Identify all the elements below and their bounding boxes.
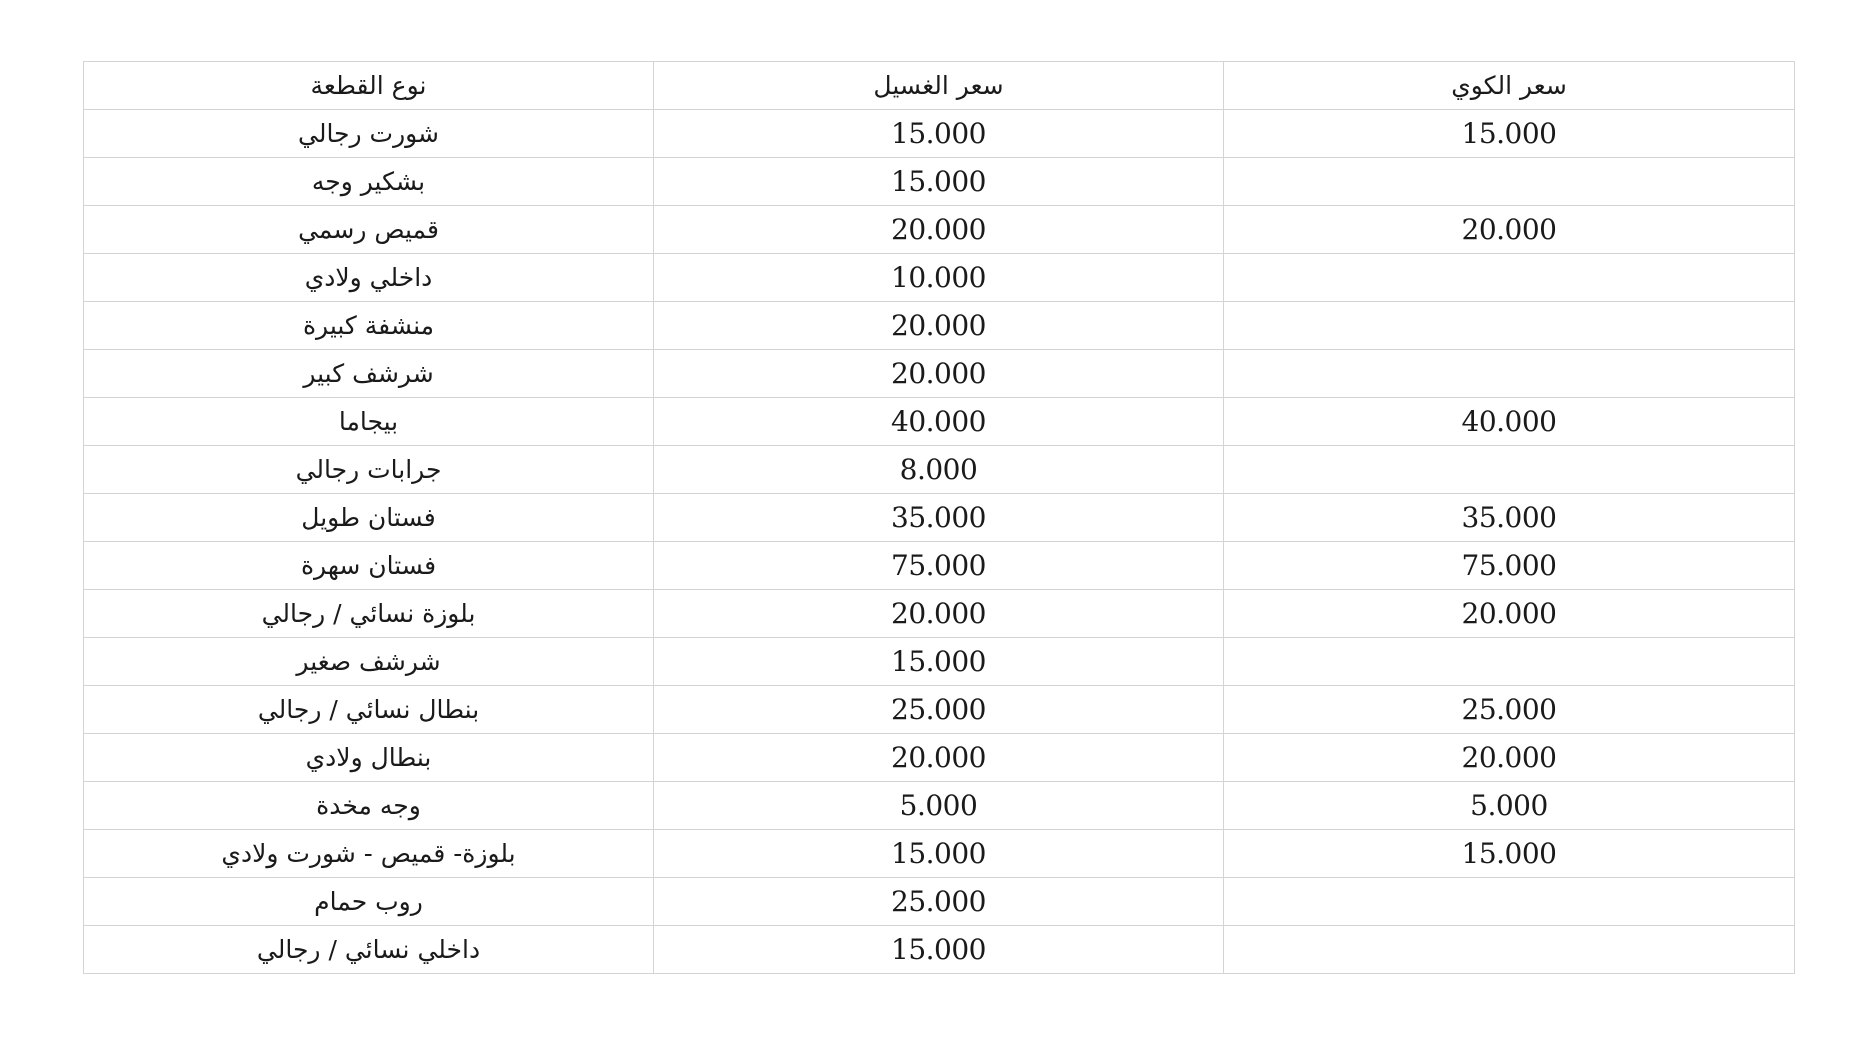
cell-wash-price: 35.000 [654,494,1224,542]
table-row [84,830,1795,878]
cell-iron-price: 20.000 [1224,590,1795,638]
header-item-type: نوع القطعة [84,62,654,110]
cell-iron-price: 15.000 [1224,830,1795,878]
table-row [84,542,1795,590]
cell-iron-price [1224,878,1795,926]
cell-iron-price: 35.000 [1224,494,1795,542]
cell-item-type: بنطال نسائي / رجالي [84,686,654,734]
cell-iron-price: 20.000 [1224,734,1795,782]
cell-wash-price: 20.000 [654,590,1224,638]
cell-item-type: شرشف كبير [84,350,654,398]
cell-iron-price: 40.000 [1224,398,1795,446]
cell-item-type: بلوزة- قميص - شورت ولادي [84,830,654,878]
table-row [84,782,1795,830]
table-row [84,926,1795,974]
table-row [84,446,1795,494]
cell-wash-price: 40.000 [654,398,1224,446]
cell-wash-price: 20.000 [654,206,1224,254]
cell-iron-price: 25.000 [1224,686,1795,734]
cell-wash-price: 20.000 [654,302,1224,350]
cell-iron-price [1224,158,1795,206]
cell-item-type: بيجاما [84,398,654,446]
table-row [84,350,1795,398]
table-row [84,878,1795,926]
table-row [84,590,1795,638]
cell-wash-price: 10.000 [654,254,1224,302]
cell-iron-price: 75.000 [1224,542,1795,590]
cell-iron-price [1224,446,1795,494]
header-wash-price: سعر الغسيل [654,62,1224,110]
cell-iron-price [1224,302,1795,350]
table-row [84,398,1795,446]
cell-iron-price: 15.000 [1224,110,1795,158]
table-header-row [84,62,1795,110]
table-row [84,254,1795,302]
cell-item-type: داخلي نسائي / رجالي [84,926,654,974]
cell-wash-price: 5.000 [654,782,1224,830]
cell-item-type: وجه مخدة [84,782,654,830]
cell-item-type: منشفة كبيرة [84,302,654,350]
cell-item-type: بشكير وجه [84,158,654,206]
table-row [84,206,1795,254]
cell-iron-price [1224,350,1795,398]
cell-wash-price: 20.000 [654,350,1224,398]
cell-wash-price: 20.000 [654,734,1224,782]
cell-item-type: بلوزة نسائي / رجالي [84,590,654,638]
cell-item-type: جرابات رجالي [84,446,654,494]
cell-wash-price: 15.000 [654,110,1224,158]
cell-item-type: داخلي ولادي [84,254,654,302]
cell-wash-price: 15.000 [654,638,1224,686]
table-row [84,494,1795,542]
price-table [83,61,1795,974]
cell-item-type: فستان طويل [84,494,654,542]
table-row [84,734,1795,782]
cell-wash-price: 75.000 [654,542,1224,590]
cell-iron-price [1224,254,1795,302]
cell-item-type: قميص رسمي [84,206,654,254]
cell-wash-price: 8.000 [654,446,1224,494]
price-table-container [83,61,1794,974]
cell-iron-price [1224,926,1795,974]
table-row [84,302,1795,350]
header-iron-price: سعر الكوي [1224,62,1795,110]
cell-wash-price: 25.000 [654,686,1224,734]
cell-wash-price: 15.000 [654,830,1224,878]
table-row [84,110,1795,158]
cell-iron-price [1224,638,1795,686]
cell-item-type: بنطال ولادي [84,734,654,782]
cell-item-type: روب حمام [84,878,654,926]
cell-item-type: شرشف صغير [84,638,654,686]
table-row [84,686,1795,734]
cell-wash-price: 15.000 [654,926,1224,974]
cell-item-type: فستان سهرة [84,542,654,590]
cell-item-type: شورت رجالي [84,110,654,158]
cell-wash-price: 15.000 [654,158,1224,206]
table-body [84,110,1795,974]
table-row [84,638,1795,686]
cell-wash-price: 25.000 [654,878,1224,926]
cell-iron-price: 5.000 [1224,782,1795,830]
table-row [84,158,1795,206]
cell-iron-price: 20.000 [1224,206,1795,254]
